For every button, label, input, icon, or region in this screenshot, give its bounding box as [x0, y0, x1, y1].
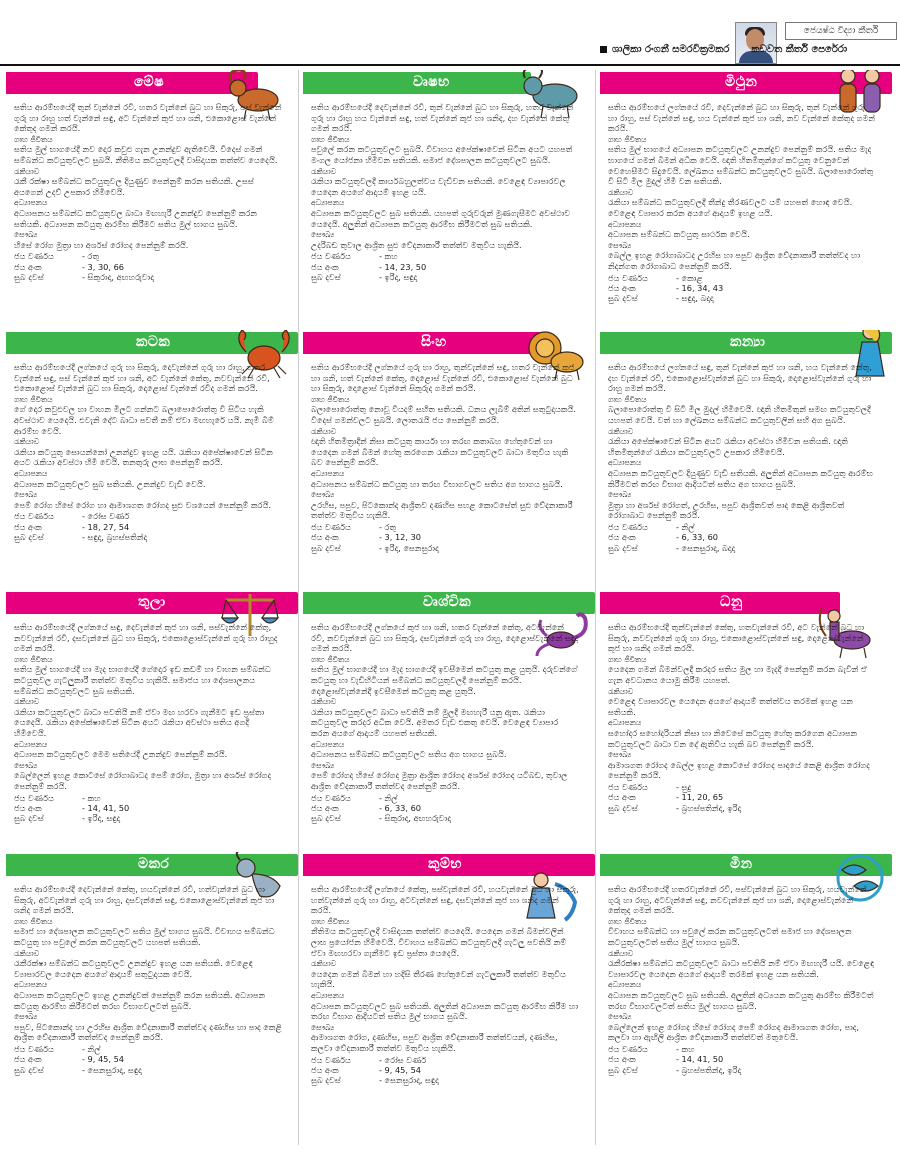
house-section-heading: ගෘහ ජීවිතය: [14, 134, 53, 144]
lucky-color: [311, 251, 579, 261]
house-section-heading: ගෘහ ජීවිතය: [608, 134, 647, 144]
lucky-days: [608, 293, 876, 303]
lucky-days-value: - ඉරිදා, සෙනසුරාදා: [379, 542, 439, 553]
lucky-numbers-label: ජය අංක: [608, 282, 636, 293]
lucky-days-label: සුබ දවස්: [14, 272, 44, 283]
education-section-heading: අධ්‍යාපනය: [14, 980, 48, 990]
author-title: ජෙ‍යෂ්ඨ විද්‍යා කීර්ති: [785, 22, 897, 40]
lucky-numbers-label: ජය අංක: [14, 521, 42, 532]
lucky-color-label: ජය වර්ණය: [608, 1043, 648, 1054]
lucky-numbers: [14, 522, 282, 532]
sign-name: වෘශ්චික: [423, 594, 472, 610]
lucky-color: [14, 1044, 282, 1054]
job-section-heading: රැකියාව: [14, 437, 40, 447]
sign-card-3: [600, 70, 892, 328]
author-photo: [735, 22, 777, 64]
lucky-days-label: සුබ දවස්: [14, 1064, 44, 1075]
lucky-numbers: [14, 262, 282, 272]
sign-intro: සතිය ආරම්භයේදී දෙවැන්නේ රවි, තුන් වැන්නේ බුධ හා සිකුරු, හතර වැන්නේ ගුරු හා රාහු හය වැන්නේ සඳු, හත් වැන්නේ කුජ හා ශනිද, දහ වැන්නේ කේතු ගමන් කරයි.: [311, 102, 574, 134]
education-section-text: අධ්‍යාපන කටයුතුවලට සුබ සතියකි. යහපත් ගුරුවරුන් මුණගැසීමට අවස්ථාව යෙදෙයි. අලුතින් අධ්‍යාපන කටයුතු ආරම්භ කිරීමටත් සුබ සතියකි.: [311, 207, 571, 229]
house-section-text: පවුලේ කරන කටයුතුවලට සුබයි. විවාහය අපේක්ෂාවෙන් සිටින අයට යහපත් මංගල යෝජනා හිමිවන සතියකි. සමාජ දේශපාලන කටයුතුවලට සුබයි.: [311, 144, 573, 165]
sign-name: මිථුන: [725, 74, 758, 90]
house-section-text: සමාජ හා දේශපාලන කටයුතුවලට සතිය මුල් භාගය සුබයි. විවාහය සම්බන්ධ කටයුතු හා පවුලේ කරන කටයුතුවලට යහපත් සතියකි.: [14, 926, 275, 947]
lucky-days-label: සුබ දවස්: [608, 1064, 638, 1075]
job-section-heading: රැකියාව: [14, 697, 40, 707]
lucky-color: [608, 522, 876, 532]
job-section-heading: රැකියාව: [311, 166, 337, 176]
health-section-text: බෙල්ලෙන් ඉහළ කොටසේ රෝගාබාධද පෙම් රෝග, මුත්‍රා හා අර්ශස් රෝගද පෙන්නුම් කරයි.: [14, 770, 272, 791]
education-section-text: අධ්‍යාපනය සම්බන්ධ කටයුතු හා තරඟ විභාගවලට සතිය අග භාගය සුබයි.: [311, 478, 563, 489]
education-section-text: අධ්‍යාපන කටයුතුවලට මෙම සතියේදී උනන්දුව පෙන්නුම් කරයි.: [14, 749, 228, 760]
lucky-numbers: [608, 792, 876, 802]
lucky-color-label: ජය වර්ණය: [14, 792, 54, 803]
lucky-color: [14, 793, 282, 803]
house-section-heading: ගෘහ ජීවිතය: [311, 134, 350, 144]
sign-intro: සතිය ආරම්භයේ ලග්නයේ සඳු, තුන් වැන්නේ කුජ හා ශනි, හය වැන්නේ කේතු, දහ වැන්නේ රවි, එකොළොස්වැන්නේ බුධ හා සිකුරු, දොළොස්වැන්නේ ගුරු හා රාහු ගමන් කරයි.: [608, 362, 872, 394]
job-section-text: රැකියා අපේක්ෂාවෙන් සිටින අයට රැකියා අවස්ථා හිමිවන සතියකි. ඥාති හිතමිතුන්ගේ රැකියා කටයුතුවලට උපකාර හිමිවෙයි.: [608, 436, 848, 457]
sign-name: ධනු: [720, 594, 743, 610]
lucky-color: [608, 273, 876, 283]
house-section-heading: ගෘහ ජීවිතය: [14, 916, 53, 926]
lucky-numbers-value: - 14, 23, 50: [379, 261, 427, 272]
education-section-heading: අධ්‍යාපනය: [311, 739, 345, 749]
lucky-color-value: - නිල්: [379, 792, 398, 803]
lucky-numbers-value: - 6, 33, 60: [676, 532, 719, 543]
lucky-days: [311, 1075, 579, 1085]
house-section-heading: ගෘහ ජීවිතය: [311, 394, 350, 404]
lucky-days-label: සුබ දවස්: [608, 802, 638, 813]
house-section-heading: ගෘහ ජීවිතය: [14, 654, 53, 664]
health-section-text: ආමාශගත රෝග, දණහිස, පපුව ආශ්‍රිත වේදනාකාරී තත්ත්වයන්, දණහිස, කලවා වේදනාකාරී තත්ත්ව මතුවිය හැකියි.: [311, 1032, 558, 1053]
lucky-color-value: - කහ: [676, 1043, 695, 1054]
lucky-color: [311, 793, 579, 803]
sign-name: මීන: [730, 856, 753, 872]
education-section-text: අධ්‍යාපන කටයුතුවලට සුබ සතියකි. අලුතින් අධ්‍යයන කටයුතු ආරම්භ කිරීමටත් තරඟ විභාගවලටත් සතිය මුල් භාගය සුබයි.: [608, 989, 874, 1011]
bullet-square-icon: [600, 46, 607, 53]
sign-card-4: [6, 330, 298, 588]
health-section-text: පපුව, පිටකොන්ද හා උරහිස ආශ්‍රිත වේදනාකාරී තත්ත්වද දණහිස හා පාද කෙළි ආශ්‍රිත වේදනාකාරී තත්ත්වද පෙන්නුම් කරයි.: [14, 1021, 282, 1043]
lucky-days: [14, 813, 282, 823]
sign-name: වෘෂභ: [413, 74, 450, 90]
sign-name: තුලා: [138, 594, 166, 610]
lucky-numbers: [14, 1054, 282, 1064]
lucky-color-value: - රෝස වර්ණ: [379, 1054, 427, 1065]
sign-body: [311, 362, 579, 553]
lucky-numbers-value: - 9, 45, 54: [82, 1054, 125, 1065]
job-section-heading: රැකියාව: [608, 426, 634, 436]
education-section-heading: අධ්‍යාපනය: [608, 980, 642, 990]
lucky-color-label: ජය වර්ණය: [14, 1043, 54, 1054]
sign-body: [311, 884, 579, 1086]
lucky-color-label: ජය වර්ණය: [311, 521, 351, 532]
education-section-text: අධ්‍යාපනය සම්බන්ධ කටයුතුවලට සතිය අග භාගය සුබයි.: [311, 749, 507, 760]
health-section-text: පෙම් රෝග හිසේ රෝග හා ආමාශගත රෝගද සුළු වශයෙන් පෙන්නුම් කරයි.: [14, 499, 272, 510]
house-section-text: සතිය මුල් භාගයේ අධ්‍යාපන කටයුතුවලට උනන්දුව පෙන්නුම් කරයි. සතිය මැද භාගයේ ගමන් බිමන් අධික වෙයි. ඥාති හිතමිතුන්ගේ කටයුතු වෙනුවෙන් වෙහෙසීමට සිදුවෙයි. ලේඛනය සම්බන්ධ කටයුතුවලට සුබයි. බලාපොරොත්තු වී සිටි මිල මුදල් හිමි වන සතියකි.: [608, 144, 874, 187]
lucky-numbers: [311, 1065, 579, 1075]
lucky-days: [14, 532, 282, 542]
lucky-days-label: සුබ දවස්: [311, 272, 341, 283]
education-section-heading: අධ්‍යාපනය: [608, 219, 642, 229]
lucky-days-value: - බ්‍රහස්පතින්දා, ඉරිදා: [676, 1064, 742, 1075]
job-section-heading: රැකියාව: [311, 426, 337, 436]
lucky-numbers-label: ජය අංක: [311, 802, 339, 813]
sign-card-1: [6, 70, 298, 328]
lucky-numbers-label: ජය අංක: [311, 1064, 339, 1075]
lucky-numbers-label: ජය අංක: [311, 261, 339, 272]
health-section-heading: සෞඛ්‍ය: [311, 760, 335, 770]
education-section-heading: අධ්‍යාපනය: [608, 458, 642, 468]
lucky-numbers-value: - 9, 45, 54: [379, 1064, 422, 1075]
lucky-numbers: [608, 532, 876, 542]
sign-body: [14, 362, 282, 543]
education-section-text: අධ්‍යාපන කටයුතුවලට දියුණුව වැඩි සතියකි. අලුතින් අධ්‍යාපන කටයුතු ආරම්භ කිරීමටත් තරඟ විභාග ආදියටත් සතිය අග භාගය සුබයි.: [608, 467, 874, 489]
lucky-days-value: - සඳුදා, බ්‍රහස්පතින්දා: [82, 532, 148, 543]
job-section-text: ඥාති හිතමිත්‍රාදීන් නිසා කටයුතු කාර්යා හා තරඟ කතාබහ හේතුවෙන් හා යෙදෙන ගමන් බිමන් හේතු කරගෙන රැකියා කටයුතුවලට බාධා මතුවිය හැකි බව පෙන්නුම් කරයි.: [311, 436, 569, 468]
column-divider: [298, 70, 299, 1145]
sign-body: [14, 102, 282, 283]
job-section-text: යෙදෙන ගමන් බිමන් හා හදිසි තීරණ හේතුවෙන් ගැටලුකාරී තත්ත්ව මතුවිය හැකියි.: [311, 968, 566, 990]
sign-intro: සතිය ආරම්භයේදී තුන් වැන්නේ රවි, හතර වැන්නේ බුධ හා සිකුරු, පස් වැන්නේ ගුරු හා රාහු හත් වැන්නේ සඳු, අට වැන්නේ කුජ හා ශනි, එකොළොස් වැන්නේ කේතුද ගමන් කරයි.: [14, 102, 282, 134]
job-section-heading: රැකියාව: [608, 187, 634, 197]
sign-intro: සතිය ආරම්භයේදී ලග්නයේ සඳු, දෙවැන්නේ කුජ හා ශනි, පස්වැන්නේ කේතු, නවවැන්නේ රවි, දසවැන්නේ බුධ හා සිකුරු, එකොළොස්වැන්නේ ගුරු හා රාහුද ගමන් කරයි.: [14, 622, 278, 654]
health-section-text: හිසේ රෝග මුත්‍රා හා අර්ශස් රෝගද පෙන්නුම් කරයි.: [14, 239, 189, 250]
lucky-days: [311, 272, 579, 282]
job-section-heading: රැකියාව: [14, 948, 40, 958]
lucky-numbers-value: - 18, 27, 54: [82, 521, 130, 532]
education-section-heading: අධ්‍යාපනය: [311, 990, 345, 1000]
sign-name: කුම්භ: [428, 856, 462, 872]
job-section-heading: රැකියාව: [608, 948, 634, 958]
lucky-days: [311, 813, 579, 823]
lucky-numbers-value: - 16, 34, 43: [676, 282, 724, 293]
health-section-heading: සෞඛ්‍ය: [14, 490, 38, 500]
house-section-text: බලාපොරොත්තු නොවූ වියදම් සහිත සතියකි. ධනය ලැබීම් අතින් සතුටුදායකයි. විදෙස් ගමන්වලට සුබයි. ලොතරැයි ජය පෙන්නුම් කරයි.: [311, 404, 576, 425]
lucky-numbers: [311, 803, 579, 813]
health-section-text: බෙල්ලෙන් ඉහළ රෝගද හිසේ රෝගද පෙම් රෝගද ආමාශගත රෝග, පාද, කලවා හා ඇඟිලි ආශ්‍රිත වේදනාකාරී තත්ත්වත් මතුවෙයි.: [608, 1021, 860, 1043]
lucky-days: [608, 543, 876, 553]
lucky-color-label: ජය වර්ණය: [14, 511, 54, 522]
lucky-days: [608, 803, 876, 813]
lucky-color-value: - සුදු: [676, 781, 692, 792]
job-section-text: රැකීරක්ෂා සම්බන්ධ කටයුතුවලට බාධා පවතියි නම් ඒවා මඟහැරී යයි. වෙළෙඳ ව්‍යාපාරවල යෙදෙන අයගේ ආදායම් තරමක් ඉහළ යන සතියකි.: [608, 958, 875, 979]
education-section-text: අධ්‍යාපන කටයුතුවලට ඉහළ උනන්දුවක් පෙන්නුම් කරන සතියකි. අධ්‍යාපන කටයුතු ආරම්භ කිරීමටත් තරඟ විභාගවලටත් සුබයි.: [14, 989, 266, 1011]
house-section-text: යෙදෙන ගමන් බිමන්වලදී කරදර සතිය මුල හා මැදදී පෙන්නුම් කරන බැවින් ඒ ගැන අවධානය යොමු කිරීම යහපත්.: [608, 664, 868, 685]
sign-card-6: [600, 330, 892, 588]
lucky-numbers: [14, 803, 282, 813]
lucky-color-label: ජය වර්ණය: [608, 781, 648, 792]
lucky-days-value: - සිකුරාදා, අඟහරුවාදා: [379, 813, 452, 824]
education-section-heading: අධ්‍යාපනය: [14, 198, 48, 208]
house-section-heading: ගෘහ ජීවිතය: [311, 916, 350, 926]
lucky-days-label: සුබ දවස්: [608, 542, 638, 553]
column-divider: [595, 70, 596, 1145]
health-section-text: උරහිස, පපුව, පිටකොන්ද ආශ්‍රිතව දණහිස පහළ කොටසේත් සුළු වේදනාකාරී තත්ත්ව මතුවිය හැකියි.: [311, 499, 573, 521]
house-section-heading: ගෘහ ජීවිතය: [608, 654, 647, 664]
lucky-numbers-value: - 14, 41, 50: [676, 1054, 724, 1065]
lucky-days: [608, 1065, 876, 1075]
lucky-days-value: - සෙනසුරාදා, බදාදා: [676, 542, 736, 553]
sign-card-2: [303, 70, 595, 328]
education-section-heading: අධ්‍යාපනය: [311, 198, 345, 208]
job-section-heading: රැකියාව: [14, 166, 40, 176]
sign-name: කටක: [136, 334, 171, 350]
lucky-color: [608, 1044, 876, 1054]
house-section-text: විවාහය සම්බන්ධ හා පවුලේ කරන කටයුතුවලටත් සමාජ හා දේශපාලන කටයුතුවලටත් සතිය මුල් භාගය සුබයි.: [608, 926, 852, 947]
sign-header-band: [6, 72, 258, 94]
sign-card-7: [6, 590, 298, 848]
house-section-text: සතිය මුල් භාගයේදී හා මැද භාගයේදී ඉවසීමෙන් කටයුතු කළ යුතුයි. දරුවන්ගේ කටයුතු හා වැඩිහිටියන් සම්බන්ධ කටයුතුවලදී පෙන්නුම් කරයි. දොළොස්වැන්නේදී ඉවසීමෙන් කටයුතු කළ යුතුයි.: [311, 664, 578, 696]
sign-body: [608, 884, 876, 1075]
health-section-heading: සෞඛ්‍ය: [608, 1012, 632, 1022]
lucky-color: [608, 782, 876, 792]
house-section-text: බලාපොරොත්තු වී සිටි මිල මුදල් හිමිවෙයි. ඥාති හිතමිතුන් සමඟ කටයුතුවලදී යහපත් වෙයි. වත් හා ලේඛනය සම්බන්ධ කටයුතුවලින් සහි අග සුබයි.: [608, 404, 871, 425]
sign-body: [14, 884, 282, 1075]
lucky-days-label: සුබ දවස්: [311, 813, 341, 824]
education-section-text: සහෝදර සහෝදරියන් නිසා හා නිවෙසේ කටයුතු හේතු කරගෙන අධ්‍යාපන කටයුතුවලට බාධා වන දේ ඇතිවිය හැකි බව පෙන්නුම් කරයි.: [608, 727, 858, 749]
lucky-numbers: [608, 283, 876, 293]
lucky-days-label: සුබ දවස්: [311, 542, 341, 553]
sign-name: කන්‍යා: [730, 334, 766, 350]
lucky-color: [311, 1055, 579, 1065]
lucky-days-value: - සෙනසුරාදා, සඳුදා: [379, 1075, 439, 1086]
education-section-heading: අධ්‍යාපනය: [14, 468, 48, 478]
lucky-color: [14, 511, 282, 521]
lucky-days-value: - සිකුරාදා, අඟහරුවාදා: [82, 272, 155, 283]
lucky-numbers-value: - 14, 41, 50: [82, 802, 130, 813]
lucky-color-value: - කහ: [379, 251, 398, 262]
health-section-heading: සෞඛ්‍ය: [608, 240, 632, 250]
lucky-days-value: - සඳුදා, බදාදා: [676, 293, 714, 304]
education-section-heading: අධ්‍යාපනය: [14, 739, 48, 749]
sign-card-11: [303, 852, 595, 1110]
sign-intro: සතිය ආරම්භයේදී දෙවැන්නේ කේතු, හයවැන්නේ රවි, හත්වැන්නේ බුධ හා සිකුරු, අටවැන්නේ ගුරු හා රාහු, දසවැන්නේ සඳු, එකොළොස්වැන්නේ කුජ හා ශනිද ගමන් කරයි.: [14, 884, 275, 916]
lucky-days-label: සුබ දවස්: [608, 293, 638, 304]
sign-card-5: [303, 330, 595, 588]
job-section-text: රැකීරක්ෂා සම්බන්ධ කටයුතුවලට උනන්දුව ඉහළ යන සතියකි. වෙළෙඳ ව්‍යාපාරවල යෙදෙන අයගේ ආදායම් සතුටුදායක වෙයි.: [14, 958, 253, 979]
house-section-text: සතිය මුල් භාගයේදී නව දොර කවුළු ගැන උනන්දුව ඇතිවෙයි. විදෙස් ගමන් සම්බන්ධ කටයුතුවලට සුබයි. නීතිමය කටයුතුවලදී වාසිදායක තත්ත්ව යෙදෙයි.: [14, 144, 278, 165]
health-section-heading: සෞඛ්‍ය: [311, 490, 335, 500]
lucky-days-label: සුබ දවස්: [311, 1075, 341, 1086]
byline-name: ශාලිකා රංගනී සමරවික්‍රමකර: [612, 44, 730, 55]
lucky-numbers-label: ජය අංක: [311, 532, 339, 543]
education-section-text: අධ්‍යාපන සම්බන්ධ කටයුතු සාර්ථක වෙයි.: [608, 229, 750, 240]
job-section-text: රැකියා කටයුතු සොයන්නෝ උනන්දුව ඉහළ යයි. රැකියා අපේක්ෂාවෙන් සිටින අයට රැකියා අවස්ථා හිමි වෙයි. තනතුරු ලාභ පෙන්නුම් කරයි.: [14, 446, 273, 468]
job-section-heading: රැකියාව: [608, 686, 634, 696]
lucky-days: [14, 1065, 282, 1075]
health-section-heading: සෞඛ්‍ය: [311, 1022, 335, 1032]
lucky-numbers-value: - 3, 12, 30: [379, 532, 422, 543]
lucky-numbers-value: - 3, 30, 66: [82, 261, 125, 272]
lucky-numbers: [311, 262, 579, 272]
sign-body: [311, 102, 579, 283]
sign-intro: සතිය ආරම්භයේදී තුන්වැන්නේ කේතු, හතවැන්නේ රවි, අට වැන්නේ බුධ හා සිකුරු, නවවැන්නේ ගුරු හා රාහු, එකොළොස්වැන්නේ සඳු, දොළොස්වැන්නේ කුජ හා ශනිද ගමන් කරයි.: [608, 622, 865, 654]
health-section-heading: සෞඛ්‍ය: [608, 490, 632, 500]
page-header: [0, 0, 900, 62]
lucky-days-label: සුබ දවස්: [14, 532, 44, 543]
job-section-text: රැකී රක්ෂා සම්බන්ධ කටයුතුවල දියුණුව පෙන්නුම් කරන සතියකි. උසස් අයගෙන් උදව් උපකාර හිමිවෙයි.: [14, 176, 254, 197]
lucky-color: [14, 251, 282, 261]
house-section-heading: ගෘහ ජීවිතය: [311, 654, 350, 664]
job-section-text: වෙළෙඳ ව්‍යාපාරවල යෙදෙන අයගේ ආදායම් තත්ත්වය තරමක් ඉහළ යන සතියකි.: [608, 696, 854, 717]
lucky-days-value: - ඉරිදා, සඳුදා: [82, 813, 121, 824]
health-section-heading: සෞඛ්‍ය: [14, 760, 38, 770]
lucky-color-value: - රතු: [82, 251, 100, 262]
education-section-heading: අධ්‍යාපනය: [311, 468, 345, 478]
lucky-numbers-label: ජය අංක: [14, 1054, 42, 1065]
byline: [600, 44, 847, 55]
health-section-text: පෙම් රෝගද හිසේ රෝගද මුත්‍රා ආශ්‍රිත රෝගද අර්ශස් රෝගද යටිබඩ, තුවාල ආශ්‍රිත වේදනාකාරී තත්ත්වද පෙන්නුම් කරයි.: [311, 770, 568, 791]
house-section-heading: ගෘහ ජීවිතය: [608, 916, 647, 926]
education-section-heading: අධ්‍යාපනය: [608, 718, 642, 728]
lucky-numbers: [608, 1054, 876, 1064]
sign-body: [311, 622, 579, 824]
lucky-color-value: - කොළ: [676, 272, 703, 283]
health-section-heading: සෞඛ්‍ය: [311, 230, 335, 240]
house-section-text: සතිය මුල් භාගයේදී හා මැද භාගයේදී ගේදොර ඉඩ කඩම් හා වාහන සම්බන්ධ කටයුතුවල ගැටලුකාරී තත්ත්ව මතුවිය හැකියි. සමාජය හා දේශපාලනය සම්බන්ධ කටයුතුවලට සුබ සතියකි.: [14, 664, 271, 696]
lucky-numbers-label: ජය අංක: [14, 261, 42, 272]
lucky-color-label: ජය වර්ණය: [311, 251, 351, 262]
lucky-numbers: [311, 532, 579, 542]
sign-card-10: [6, 852, 298, 1110]
sign-body: [608, 362, 876, 553]
job-section-text: රැකියා කටයුතුවලදී කාර්යබහුලත්වය වැඩිවන සතියකි. වෙළෙඳ ව්‍යාපාරවල යෙදෙන අයගේ ආදායම් ඉහළ යයි.: [311, 176, 566, 197]
sign-name: මේෂ: [134, 74, 165, 90]
lucky-numbers-label: ජය අංක: [608, 1054, 636, 1065]
education-section-text: අධ්‍යාපනය සම්බන්ධ කටයුතුවල බාධා මඟහැරී උනන්දුව පෙන්නුම් කරන සතියකි. අධ්‍යාපන කටයුතු ආරම්භ කිරීමට සතිය මුල් භාගය සුබයි.: [14, 207, 258, 229]
lucky-color-label: ජය වර්ණය: [608, 272, 648, 283]
lucky-color-value: - කහ: [82, 792, 101, 803]
lucky-color-label: ජය වර්ණය: [311, 792, 351, 803]
health-section-text: ආමාශගත රෝගද බෙල්ල ඉහළ කොටසේ රෝගද පාදයේ කෙළි ආශ්‍රිත රෝගද පෙන්නුම් කරයි.: [608, 759, 870, 781]
sign-intro: සතිය ආරම්භයේ ලග්නයේ රවි, දෙවැන්නේ බුධ හා සිකුරු, තුන් වැන්නේ ගුරු හා රාහු, පස් වැන්නේ සඳු, හය වැන්නේ කුජ හා ශනි, නව වැන්නේ කේතුද ගමන් කරයි.: [608, 102, 876, 134]
sign-intro: සතිය ආරම්භයේදී ලග්නයේ ගුරු හා සිකුරු, දෙවැන්නේ ගුරු හා රාහු, හතර වැන්නේ සඳු, පස් වැන්නේ කුජ හා ශනි, අට වැන්නේ කේතු, නවවැන්නේ රවි, එකොළොස් වැන්නේ බුධ හා සිකුරු, දොළොස් වැන්නේ රවිද ගමන් කරයි.: [14, 362, 270, 394]
house-section-text: ගේ දොර කවුළුවල හා වාහන මිලට ගන්නට බලාපොරොත්තු වී සිටිය හැකි අවස්ථාව යෙදෙයි. එවැනි දේට බාධා පවතී නම් ඒවා මඟහැරේ යයි. නැමී බිම් ආරම්භ වෙයි.: [14, 404, 274, 436]
health-section-text: උදරිබඩ තුවාල ආශ්‍රිත සුළු වේදනාකාරී තත්ත්ව මතුවිය හැකියි.: [311, 239, 522, 250]
health-section-heading: සෞඛ්‍ය: [14, 1012, 38, 1022]
job-section-heading: රැකියාව: [311, 959, 337, 969]
house-section-text: නීතිමය කටයුතුවලදී වාසිදායක තත්ත්ව යෙදෙයි. යෙදෙන ගමන් බිමන්වලින් ලාභ ප්‍රයෝජන හිමිවෙයි. විවාහය සම්බන්ධ කටයුතුවලදී ගැටලු පවතියි නම් ඒවා මඟහරවා ගැනීමට ඉඩ ප්‍රස්තා යෙදෙයි.: [311, 926, 567, 958]
sign-body: [14, 622, 282, 824]
lucky-numbers-value: - 11, 20, 65: [676, 792, 724, 803]
lucky-numbers-label: ජය අංක: [14, 802, 42, 813]
header-rule: [0, 64, 900, 66]
job-section-text: රැකියා කටයුතුවලට බාධා පවතියි නම් මුලදී මඟහැරී යනු ඇත. රැකියා කටයුතුවල කරදර අධික වෙයි. අමතර වැඩ එකතු වෙයි. වෙළෙඳ ව්‍යාපාර කරන අයගේ ආදායම් යහපත් සතියකි.: [311, 706, 559, 738]
job-section-heading: රැකියාව: [311, 697, 337, 707]
sign-body: [608, 622, 876, 813]
lucky-days-value: - බ්‍රහස්පතින්දා, ඉරිදා: [676, 802, 742, 813]
lucky-color-value: - රෝස වර්ණ: [82, 511, 130, 522]
lucky-numbers-label: ජය අංක: [608, 792, 636, 803]
lucky-color-label: ජය වර්ණය: [311, 1054, 351, 1065]
health-section-heading: සෞඛ්‍ය: [14, 230, 38, 240]
health-section-heading: සෞඛ්‍ය: [608, 750, 632, 760]
sign-card-12: [600, 852, 892, 1110]
lucky-numbers-value: - 6, 33, 60: [379, 802, 422, 813]
lucky-color-label: ජය වර්ණය: [608, 521, 648, 532]
lucky-days-value: - සෙනසුරාදා, සඳුදා: [82, 1064, 142, 1075]
lucky-days: [311, 543, 579, 553]
education-section-text: අධ්‍යාපන කටයුතුවලට සුබ සතියකි. උනන්දුව වැඩි වෙයි.: [14, 478, 206, 489]
lucky-color-value: - රතු: [379, 521, 397, 532]
sign-body: [608, 102, 876, 304]
lucky-color-value: - නිල්: [82, 1043, 101, 1054]
job-section-text: රැකියා කටයුතුවලට බාධා පවතියි නම් ඒවා මඟ හරවා ගැනීමට ඉඩ ප්‍රස්තා යෙදෙයි. රැකියා අපේක්ෂාවෙන් සිටින අයට රැකියා අවස්ථා සතිය අගදී හිමිවෙයි.: [14, 706, 265, 738]
health-section-text: මුත්‍රා හා අර්ශස් රෝගත්, උරහිස, පපුව ආශ්‍රිතවත් පාද කෙළි ආශ්‍රිතවත් රෝගාබාධ පෙන්නුම් කරයි.: [608, 499, 845, 521]
house-section-heading: ගෘහ ජීවිතය: [608, 394, 647, 404]
sign-name: සිංහ: [421, 334, 447, 350]
lucky-color: [311, 522, 579, 532]
sign-intro: සතිය ආරම්භයේදී ලග්නයේ කේතු, පස්වැන්නේ රවි, හයවැන්නේ බුධ හා සිකුරු, හත්වැන්නේ ගුරු හා රාහු, අටවැන්නේ සඳු, දසවැන්නේ කුජ හා ශනිද ගමන් කරයි.: [311, 884, 579, 916]
sign-card-8: [303, 590, 595, 848]
house-section-heading: ගෘහ ජීවිතය: [14, 394, 53, 404]
author-name: කඩවත කීර්ති පෙරේරා: [751, 44, 848, 55]
lucky-days: [14, 272, 282, 282]
lucky-color-label: ජය වර්ණය: [14, 251, 54, 262]
lucky-days-label: සුබ දවස්: [14, 813, 44, 824]
lucky-color-value: - නිල්: [676, 521, 695, 532]
sign-intro: සතිය ආරම්භයේදී ලග්නයේ ගුරු හා රාහු, තුන්වැන්නේ සඳු, හතර වැන්නේ කුජ හා ශනි, හත් වැන්නේ කේතු, දොළොස් වැන්නේ රවි, එකොළොස් වැන්නේ බුධ හා සිකුරු, දොළොස් වැන්නේ සිකුරුද ගමන් කරයි.: [311, 362, 575, 394]
lucky-days-value: - ඉරිදා, සඳුදා: [379, 272, 418, 283]
health-section-text: බෙල්ල ඉහළ රෝගාබාධද උරහිස හා පපුව ආශ්‍රිත වේදනාකාරී තත්ත්වද හා නිදන්ගත රෝගාබාධ පෙන්නුම් කරයි.: [608, 250, 861, 271]
sign-intro: සතිය ආරම්භයේදී ලග්නයේ කුජ හා ශනි, හතර වැන්නේ කේතු, අටවැන්නේ රවි, නවවැන්නේ බුධ හා සිකුරු, දසවැන්නේ ගුරු හා රාහු, දොළොස්වැන්නේ සඳුද ගමන් කරයි.: [311, 622, 579, 654]
job-section-text: රැකියා සම්බන්ධ කටයුතුවලදී තීන්දු තීරණවලට යම් යහපත් හොඳ වෙයි. වෙළෙඳ ව්‍යාපාර කරන අයගේ ආදායම් ඉහළ යයි.: [608, 197, 853, 218]
education-section-text: අධ්‍යාපන කටයුතුවලට සුබ සතියකි. අලුතින් අධ්‍යාපන කටයුතු ආරම්භ කිරීම හා තරඟ විභාග ආදියටත් සතිය මුල් භාගය සුබයි.: [311, 1000, 579, 1022]
sign-intro: සතිය ආරම්භයේදී හතරවැන්නේ රවි, පස්වැන්නේ බුධ හා සිකුරු, හයවැන්නේ ගුරු හා රාහු, අටවැන්නේ සඳු, නවවැන්නේ කුජ හා ශනි, දොළොස්වැන්නේ කේතුද ගමන් කරයි.: [608, 884, 867, 916]
sign-name: මකර: [138, 856, 170, 872]
sign-card-9: [600, 590, 892, 848]
lucky-numbers-label: ජය අංක: [608, 532, 636, 543]
